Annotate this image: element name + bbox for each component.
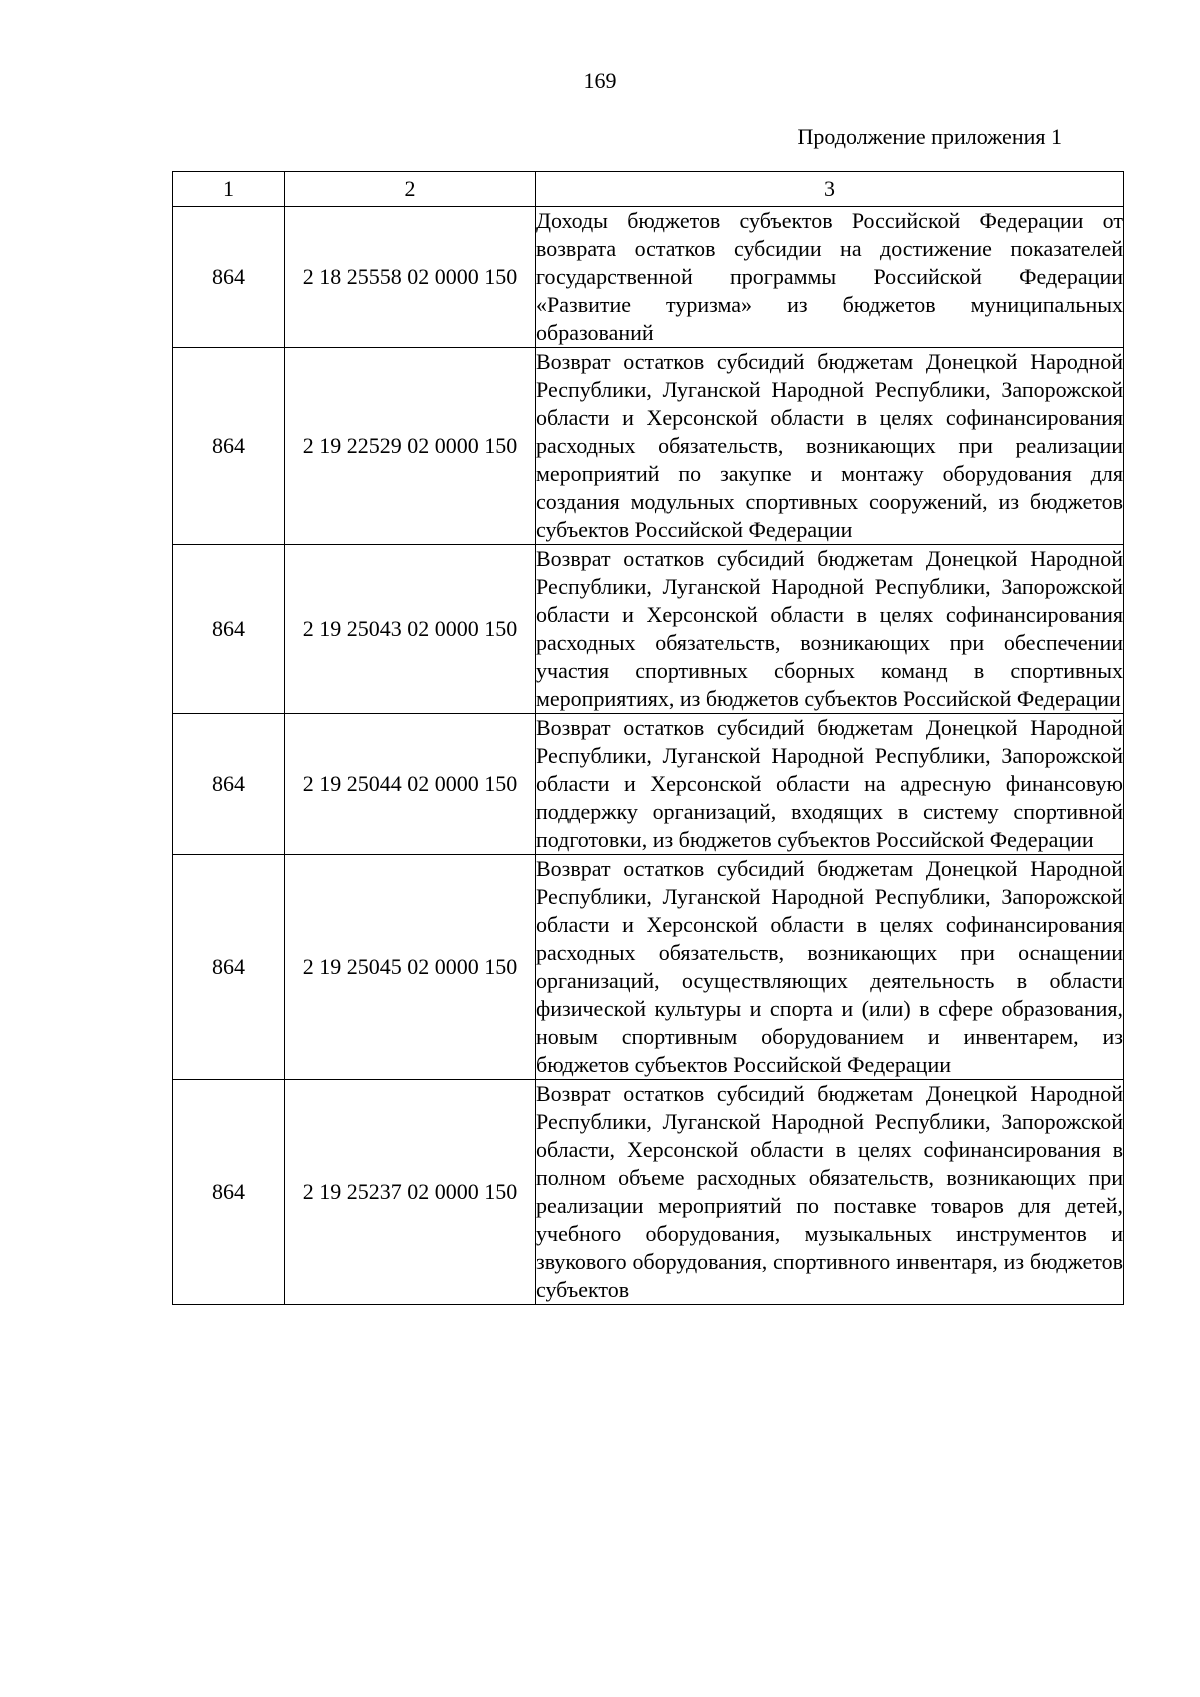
table-row	[173, 855, 1124, 1080]
admin-code-cell: 864	[173, 348, 285, 545]
admin-code-cell: 864	[173, 714, 285, 855]
table-row	[173, 714, 1124, 855]
description-cell: Возврат остатков субсидий бюджетам Донецкой Народной Республики, Луганской Народной Республики, Запорожской области и Херсонской области в целях софинансирования расходных обязательств, возникающих при оснащении организаций, осуществляющих деятельность в области физической культуры и спорта и (или) в сфере образования, новым спортивным оборудованием и инвентарем, из бюджетов субъектов Российской Федерации	[536, 855, 1124, 1080]
budget-codes-table	[172, 171, 1124, 1305]
table-header-row	[173, 172, 1124, 207]
table-row	[173, 207, 1124, 348]
column-header-3: 3	[536, 172, 1124, 207]
description-cell: Возврат остатков субсидий бюджетам Донецкой Народной Республики, Луганской Народной Республики, Запорожской области, Херсонской области в целях софинансирования в полном объеме расходных обязательств, возникающих при реализации мероприятий по поставке товаров для детей, учебного оборудования, музыкальных инструментов и звукового оборудования, спортивного инвентаря, из бюджетов субъектов	[536, 1080, 1124, 1305]
column-header-2: 2	[285, 172, 536, 207]
description-cell: Возврат остатков субсидий бюджетам Донецкой Народной Республики, Луганской Народной Республики, Запорожской области и Херсонской области в целях софинансирования расходных обязательств, возникающих при реализации мероприятий по закупке и монтажу оборудования для создания модульных спортивных сооружений, из бюджетов субъектов Российской Федерации	[536, 348, 1124, 545]
admin-code-cell: 864	[173, 1080, 285, 1305]
table-row	[173, 1080, 1124, 1305]
table-row	[173, 545, 1124, 714]
page-number: 169	[583, 68, 617, 93]
description-cell: Возврат остатков субсидий бюджетам Донецкой Народной Республики, Луганской Народной Республики, Запорожской области и Херсонской области на адресную финансовую поддержку организаций, входящих в систему спортивной подготовки, из бюджетов субъектов Российской Федерации	[536, 714, 1124, 855]
description-cell: Возврат остатков субсидий бюджетам Донецкой Народной Республики, Луганской Народной Республики, Запорожской области и Херсонской области в целях софинансирования расходных обязательств, возникающих при обеспечении участия спортивных сборных команд в спортивных мероприятиях, из бюджетов субъектов Российской Федерации	[536, 545, 1124, 714]
admin-code-cell: 864	[173, 545, 285, 714]
kbk-code-cell: 2 19 25045 02 0000 150	[285, 855, 536, 1080]
kbk-code-cell: 2 19 25237 02 0000 150	[285, 1080, 536, 1305]
kbk-code-cell: 2 19 25044 02 0000 150	[285, 714, 536, 855]
continuation-label: Продолжение приложения 1	[797, 124, 1062, 149]
kbk-code-cell: 2 19 22529 02 0000 150	[285, 348, 536, 545]
kbk-code-cell: 2 18 25558 02 0000 150	[285, 207, 536, 348]
description-cell: Доходы бюджетов субъектов Российской Федерации от возврата остатков субсидии на достижение показателей государственной программы Российской Федерации «Развитие туризма» из бюджетов муниципальных образований	[536, 207, 1124, 348]
admin-code-cell: 864	[173, 855, 285, 1080]
kbk-code-cell: 2 19 25043 02 0000 150	[285, 545, 536, 714]
admin-code-cell: 864	[173, 207, 285, 348]
table-row	[173, 348, 1124, 545]
column-header-1: 1	[173, 172, 285, 207]
